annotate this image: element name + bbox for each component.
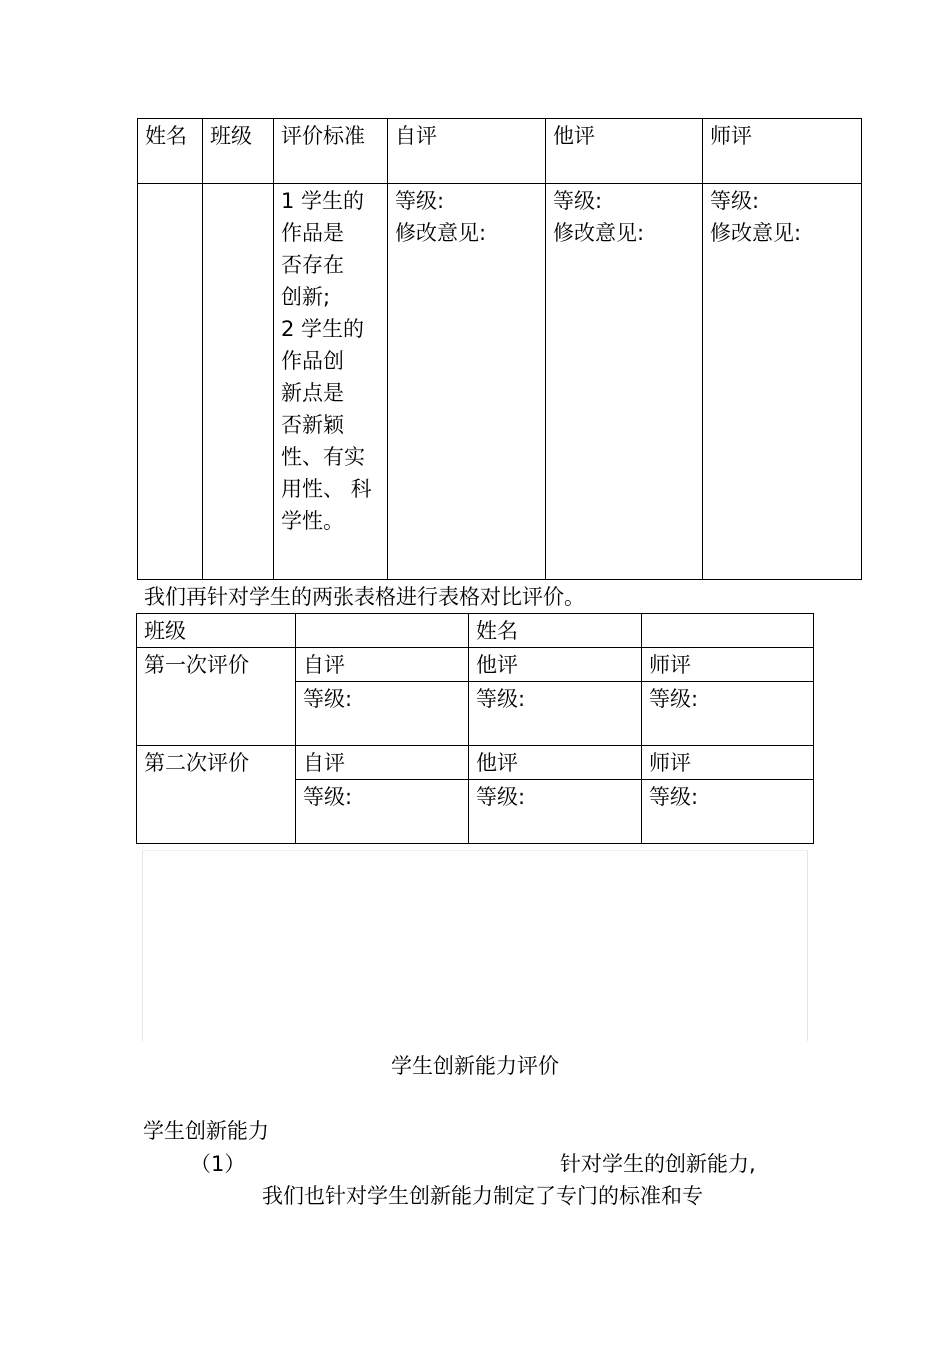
grade-cell: 等级: [642,682,814,746]
teacher-eval-label: 师评 [642,746,814,780]
table-row [138,184,862,580]
class-value [296,614,469,648]
self-eval-label: 自评 [296,648,469,682]
comment-label: 修改意见: [553,221,645,245]
criteria-line: 1 学生的 [281,189,365,213]
criteria-cell [274,184,388,580]
item-text: 针对学生的创新能力, [560,1152,756,1176]
grade-cell: 等级: [469,682,642,746]
comparison-table [136,613,814,844]
grade-cell: 等级: [469,780,642,844]
grade-label: 等级: [395,189,445,213]
criteria-line: 性、有实 [281,445,365,469]
item-number: （1） [190,1152,246,1176]
grade-cell: 等级: [296,682,469,746]
grade-label: 等级: [553,189,603,213]
header-class: 班级 [203,119,274,184]
table-header-row [138,119,862,184]
table-row [137,746,814,780]
evaluation-table [137,118,862,580]
criteria-line: 学性。 [281,509,344,533]
header-self-eval: 自评 [388,119,546,184]
round-label: 第一次评价 [137,648,296,746]
criteria-line: 作品创 [281,349,344,373]
class-label: 班级 [137,614,296,648]
name-value [642,614,814,648]
criteria-line: 否存在 [281,253,344,277]
class-cell [203,184,274,580]
teacher-eval-label: 师评 [642,648,814,682]
grade-label: 等级: [710,189,760,213]
criteria-line: 用性、 科 [281,477,372,501]
round-label: 第二次评价 [137,746,296,844]
name-label: 姓名 [469,614,642,648]
name-cell [138,184,203,580]
criteria-line: 新点是 [281,381,344,405]
grade-cell: 等级: [296,780,469,844]
criteria-line: 否新颖 [281,413,344,437]
comment-label: 修改意见: [395,221,487,245]
teacher-eval-cell [703,184,862,580]
header-name: 姓名 [138,119,203,184]
header-criteria: 评价标准 [274,119,388,184]
section-title: 学生创新能力评价 [391,1054,559,1078]
peer-eval-cell [546,184,703,580]
intro-paragraph: 我们再针对学生的两张表格进行表格对比评价。 [144,585,585,609]
criteria-line: 2 学生的 [281,317,365,341]
comment-label: 修改意见: [710,221,802,245]
criteria-line: 创新; [281,285,331,309]
criteria-line: 作品是 [281,221,344,245]
header-teacher-eval: 师评 [703,119,862,184]
grade-cell: 等级: [642,780,814,844]
table-row [137,648,814,682]
item-text-continued: 我们也针对学生创新能力制定了专门的标准和专 [262,1184,703,1208]
header-peer-eval: 他评 [546,119,703,184]
peer-eval-label: 他评 [469,648,642,682]
peer-eval-label: 他评 [469,746,642,780]
section-heading: 学生创新能力 [143,1119,269,1143]
table-row [137,614,814,648]
self-eval-cell [388,184,546,580]
image-placeholder [142,850,808,1041]
self-eval-label: 自评 [296,746,469,780]
